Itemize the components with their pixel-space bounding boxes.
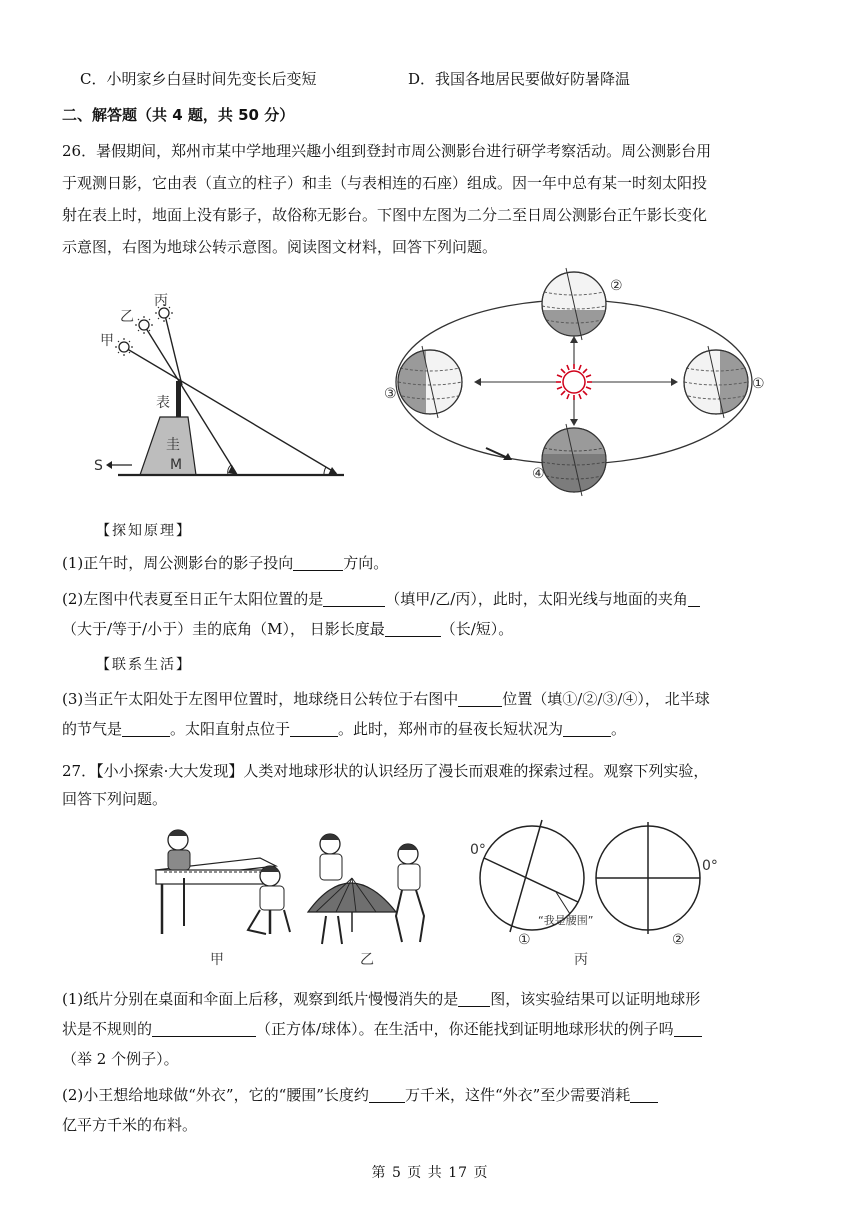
label-jia-fig: 甲 — [210, 952, 224, 968]
q26-intro-line-4: 示意图，右图为地球公转示意图。阅读图文材料，回答下列问题。 — [62, 238, 498, 256]
label-circle-2: ② — [672, 932, 685, 948]
q26-intro-line-1: 26．暑假期间，郑州市某中学地理兴趣小组到登封市周公测影台进行研学考察活动。周公测影台用 — [62, 142, 712, 160]
q26-question-2-cont: （大于/等于/小于）圭的底角（M）， 日影长度最 （长/短）。 — [62, 620, 514, 638]
q26-question-3: (3)当正午太阳处于左图甲位置时，地球绕日公转位于右图中 位置（填①/②/③/④）， 北半球 — [62, 690, 710, 708]
sun-icon — [556, 364, 592, 400]
label-jia: 甲 — [100, 333, 114, 349]
label-pos-1: ① — [752, 376, 765, 392]
earth-position-1 — [684, 346, 752, 418]
q26-question-2: (2)左图中代表夏至日正午太阳位置的是 （填甲/乙/丙），此时，太阳光线与地面的夹角 — [62, 588, 700, 610]
table-experiment — [156, 830, 290, 934]
label-zero-left: 0° — [470, 842, 486, 858]
earth-position-4 — [540, 424, 608, 496]
label-pos-2: ② — [610, 278, 623, 294]
label-m: M — [170, 457, 183, 473]
section-title: 二、解答题（共 4 题，共 50 分） — [62, 106, 295, 124]
shadow-platform-figure — [88, 285, 348, 485]
q27-question-1-cont: 状是不规则的 （正方体/球体）。在生活中，你还能找到证明地球形状的例子吗 — [62, 1018, 702, 1040]
q27-question-2-cont: 亿平方千米的布料。 — [62, 1116, 198, 1134]
q27-question-1: (1)纸片分别在桌面和伞面上后移，观察到纸片慢慢消失的是 图，该实验结果可以证明地球形 — [62, 990, 701, 1008]
q27-question-2: (2)小王想给地球做“外衣”，它的“腰围”长度约 万千米，这件“外衣”至少需要消耗 — [62, 1084, 658, 1106]
label-bing: 丙 — [154, 293, 168, 309]
earth-shape-experiment-figure — [140, 820, 730, 970]
q26-question-3-cont: 的节气是 。太阳直射点位于 。此时，郑州市的昼夜长短状况为 。 — [62, 720, 627, 738]
label-zero-right: 0° — [702, 858, 718, 874]
heading-lianxi: 【联系生活】 — [96, 657, 192, 673]
heading-tanzhi: 【探知原理】 — [96, 523, 192, 539]
option-d: D．我国各地居民要做好防暑降温 — [408, 70, 631, 88]
q26-intro-line-2: 于观测日影，它由表（直立的柱子）和圭（与表相连的石座）组成。因一年中总有某一时刻太阳投 — [62, 174, 708, 192]
label-s: S — [94, 458, 103, 474]
label-pos-4: ④ — [532, 466, 545, 482]
label-yi: 乙 — [120, 309, 134, 325]
q27-intro-line-1: 27．【小小探索·大大发现】人类对地球形状的认识经历了漫长而艰难的探索过程。观察下列实验， — [62, 762, 709, 780]
sun-jia-icon — [115, 338, 133, 356]
sun-yi-icon — [135, 316, 153, 334]
circle-2 — [596, 822, 700, 934]
label-bing-fig: 丙 — [574, 952, 588, 968]
label-yi-fig: 乙 — [360, 952, 374, 968]
q27-intro-line-2: 回答下列问题。 — [62, 790, 168, 808]
page-footer: 第 5 页 共 17 页 — [371, 1165, 489, 1181]
earth-position-2 — [540, 268, 608, 340]
label-pos-3: ③ — [384, 386, 397, 402]
umbrella-experiment — [308, 834, 424, 944]
q27-question-1-cont2: （举 2 个例子）。 — [62, 1050, 179, 1068]
label-waist: “我是腰围” — [538, 914, 594, 927]
option-c: C．小明家乡白昼时间先变长后变短 — [80, 70, 317, 88]
q26-question-1: (1)正午时，周公测影台的影子投向 方向。 — [62, 554, 389, 572]
q26-intro-line-3: 射在表上时，地面上没有影子，故俗称无影台。下图中左图为二分二至日周公测影台正午影长变化 — [62, 206, 708, 224]
label-circle-1: ① — [518, 932, 531, 948]
label-biao: 表 — [156, 395, 170, 411]
earth-orbit-figure — [382, 262, 765, 502]
label-gui: 圭 — [166, 437, 180, 453]
